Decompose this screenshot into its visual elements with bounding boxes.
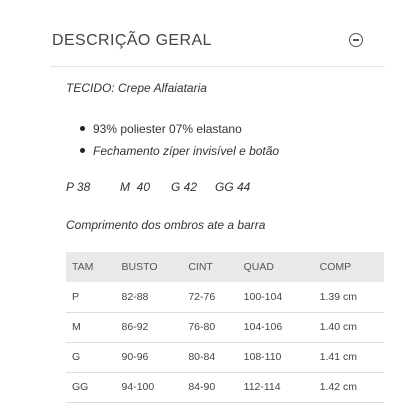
table-cell: 94-100 bbox=[121, 381, 155, 393]
column-header: QUAD bbox=[243, 261, 274, 273]
table-cell: 90-96 bbox=[121, 351, 149, 363]
table-row bbox=[66, 282, 384, 312]
size-label: P 38 bbox=[66, 180, 91, 194]
table-cell: 84-90 bbox=[188, 381, 216, 393]
product-description-panel bbox=[50, 0, 385, 417]
table-cell: 82-88 bbox=[121, 290, 149, 303]
size-label: G 42 bbox=[171, 180, 198, 194]
table-cell: 112-114 bbox=[243, 381, 281, 393]
fabric-text: TECIDO: Crepe Alfaiataria bbox=[66, 81, 207, 95]
features-list bbox=[93, 122, 279, 166]
table-row bbox=[66, 372, 384, 402]
column-header: TAM bbox=[72, 261, 94, 273]
table-cell: 86-92 bbox=[121, 321, 149, 333]
table-cell: GG bbox=[72, 381, 89, 393]
table-cell: 1.41 cm bbox=[319, 351, 358, 363]
section-title: DESCRIÇÃO GERAL bbox=[52, 32, 212, 49]
table-cell: 1.39 cm bbox=[319, 290, 358, 303]
column-header: COMP bbox=[319, 261, 352, 273]
column-header: BUSTO bbox=[121, 261, 158, 273]
table-cell: 72-76 bbox=[188, 290, 216, 303]
table-cell: M bbox=[72, 321, 81, 333]
table-cell: 76-80 bbox=[188, 321, 216, 333]
accordion-header[interactable] bbox=[50, 18, 385, 67]
table-cell: 100-104 bbox=[243, 290, 283, 303]
table-cell: 1.42 cm bbox=[319, 381, 358, 393]
table-cell: 80-84 bbox=[188, 351, 216, 363]
table-cell: 1.40 cm bbox=[319, 321, 358, 333]
size-label: GG 44 bbox=[215, 180, 251, 194]
size-list bbox=[66, 180, 250, 194]
table-row bbox=[66, 342, 384, 372]
table-row bbox=[66, 312, 384, 342]
table-cell: 104-106 bbox=[243, 321, 283, 333]
list-item: 93% poliester 07% elastano bbox=[93, 122, 279, 144]
size-table bbox=[66, 252, 384, 403]
table-header-row bbox=[66, 252, 384, 282]
minus-circle-icon[interactable] bbox=[349, 33, 363, 47]
list-item: Fechamento zíper invisível e botão bbox=[93, 144, 279, 166]
column-header: CINT bbox=[188, 261, 213, 273]
length-label: Comprimento dos ombros ate a barra bbox=[66, 218, 266, 232]
table-cell: G bbox=[72, 351, 81, 363]
table-cell: P bbox=[72, 290, 80, 303]
table-cell: 108-110 bbox=[243, 351, 282, 363]
size-label: M 40 bbox=[120, 180, 151, 194]
